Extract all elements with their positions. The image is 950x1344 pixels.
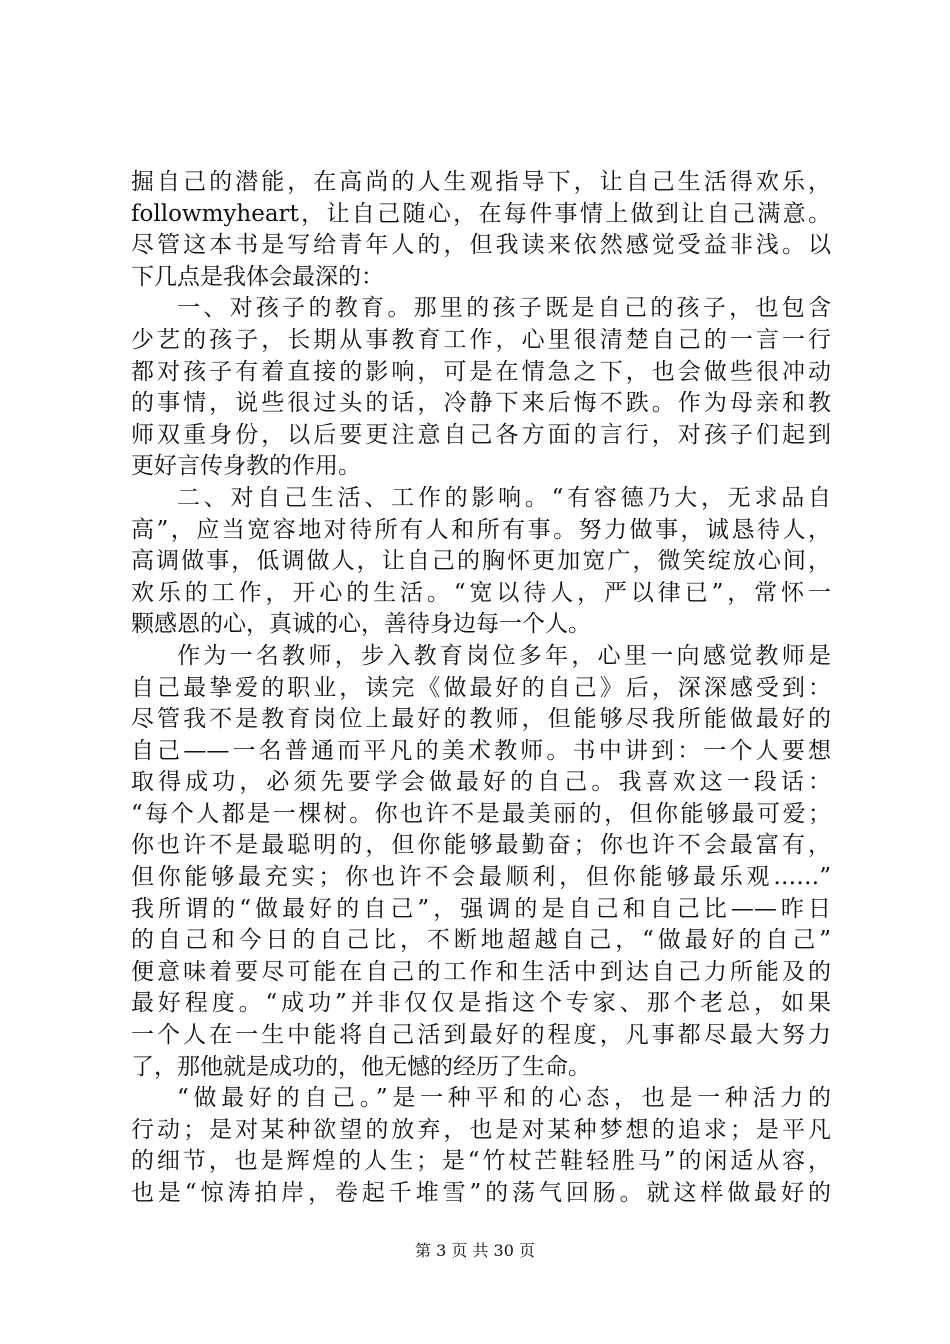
text-line: 二、对自己生活、工作的影响。“有容德乃大，无求品自 [177,484,831,511]
text-line: 颗感恩的心，真诚的心，善待身边每一个人。 [131,611,591,638]
text-line: 尽管我不是教育岗位上最好的教师，但能够尽我所能做最好的 [131,706,831,733]
text-line: 最好程度。“成功”并非仅仅是指这个专家、那个老总，如果 [131,990,831,1017]
text-line: 掘自己的潜能，在高尚的人生观指导下，让自己生活得欢乐， [131,169,831,195]
text-line: 一个人在一生中能将自己活到最好的程度，凡事都尽最大努力 [131,1022,831,1049]
text-line: 取得成功，必须先要学会做最好的自己。我喜欢这一段话： [131,769,831,796]
text-line: followmyheart，让自己随心，在每件事情上做到让自己满意。 [131,200,831,227]
text-line: “每个人都是一棵树。你也许不是最美丽的，但你能够最可爱； [131,800,831,827]
text-line: 的事情，说些很过头的话，冷静下来后悔不跌。作为母亲和教 [131,390,831,417]
text-line: 行动；是对某种欲望的放弃，也是对某种梦想的追求；是平凡 [131,1116,831,1143]
text-line: 作为一名教师，步入教育岗位多年，心里一向感觉教师是 [177,642,831,669]
text-line: 尽管这本书是写给青年人的，但我读来依然感觉受益非浅。以 [131,232,831,259]
text-line: 欢乐的工作，开心的生活。“宽以待人，严以律已”，常怀一 [131,579,831,606]
text-line: 的细节，也是辉煌的人生；是“竹杖芒鞋轻胜马”的闲适从容， [131,1148,831,1175]
text-line: 更好言传身教的作用。 [131,453,361,480]
text-line: 便意味着要尽可能在自己的工作和生活中到达自己力所能及的 [131,958,831,985]
text-line: 少艺的孩子，长期从事教育工作，心里很清楚自己的一言一行 [131,326,831,353]
text-line: 但你能够最充实；你也许不会最顺利，但你能够最乐观……” [131,864,831,891]
text-line: 自己——一名普通而平凡的美术教师。书中讲到：一个人要想 [131,737,831,764]
document-body [131,167,831,1210]
page-number-footer: 第 3 页 共 30 页 [415,1241,535,1260]
text-line: 高”，应当宽容地对待所有人和所有事。努力做事，诚恳待人， [131,516,831,543]
text-line: 的自己和今日的自己比，不断地超越自己，“做最好的自己” [131,927,831,954]
text-line: 师双重身份，以后要更注意自己各方面的言行，对孩子们起到 [131,421,831,448]
text-line: 我所谓的“做最好的自己”，强调的是自己和自己比——昨日 [131,895,831,922]
text-line: 也是“惊涛拍岸，卷起千堆雪”的荡气回肠。就这样做最好的 [131,1180,831,1206]
text-line: 下几点是我体会最深的： [131,263,384,290]
text-line: 自己最挚爱的职业，读完《做最好的自己》后，深深感受到： [131,674,831,701]
text-line: 你也许不是最聪明的，但你能够最勤奋；你也许不会最富有， [131,832,831,859]
text-line: 了，那他就是成功的，他无憾的经历了生命。 [131,1053,591,1080]
text-line: 一、对孩子的教育。那里的孩子既是自己的孩子，也包含 [177,295,831,322]
text-line: 高调做事，低调做人，让自己的胸怀更加宽广，微笑绽放心间， [131,548,831,575]
text-line: 都对孩子有着直接的影响，可是在情急之下，也会做些很冲动 [131,358,831,385]
text-line: “做最好的自己。”是一种平和的心态，也是一种活力的 [177,1085,831,1112]
